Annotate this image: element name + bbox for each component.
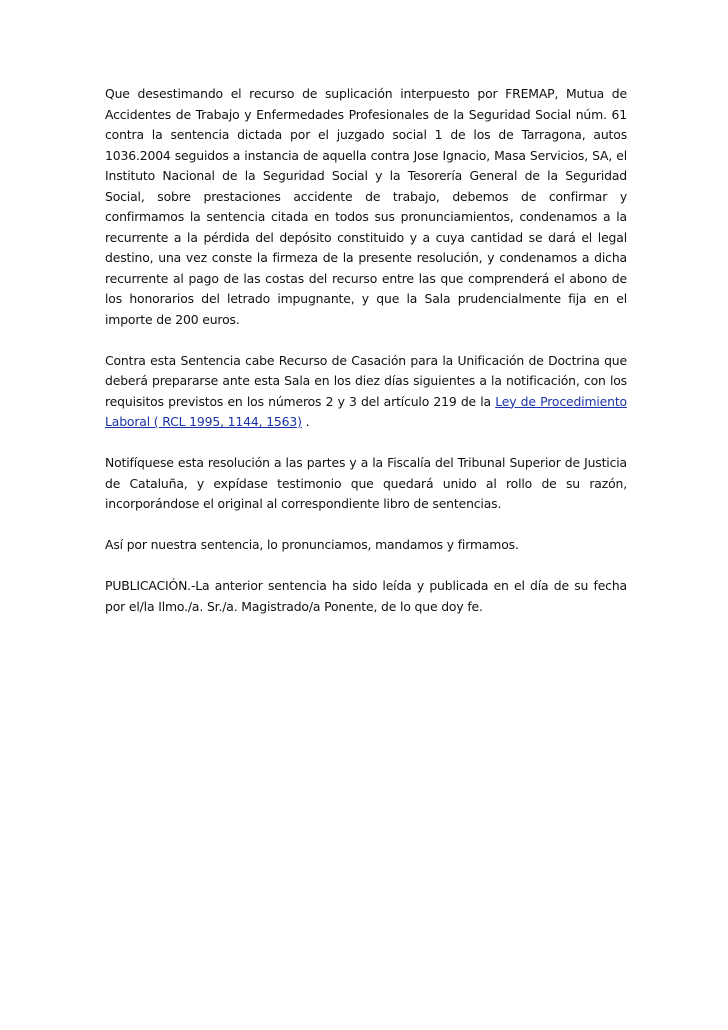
paragraph-recurso-text: Contra esta Sentencia cabe Recurso de Casación para la Unificación de Doctrina que deberá prepararse ante esta Sala en los diez días siguientes a la notificación, con los requisitos previstos en los números 2 y 3 del artículo 219 de la <box>105 352 627 409</box>
ley-procedimiento-laboral-link[interactable]: Ley de Procedimiento Laboral ( RCL 1995, 1144, 1563) <box>105 393 627 429</box>
paragraph-publicacion: PUBLICACIÓN.-La anterior sentencia ha sido leída y publicada en el día de su fecha por el/la Ilmo./a. Sr./a. Magistrado/a Ponente, de lo que doy fe. <box>105 578 627 614</box>
paragraph-recurso <box>105 351 627 433</box>
paragraph-firma: Así por nuestra sentencia, lo pronunciamos, mandamos y firmamos. <box>105 537 519 552</box>
paragraph-recurso-tail: . <box>301 414 310 429</box>
paragraph-notificacion: Notifíquese esta resolución a las partes y a la Fiscalía del Tribunal Superior de Justicia de Cataluña, y expídase testimonio que quedará unido al rollo de su razón, incorporándose el original al correspondiente libro de sentencias. <box>105 455 627 511</box>
paragraph-fallo: Que desestimando el recurso de suplicación interpuesto por FREMAP, Mutua de Accidentes de Trabajo y Enfermedades Profesionales de la Seguridad Social núm. 61 contra la sentencia dictada por el juzgado social 1 de los de Tarragona, autos 1036.2004 seguidos a instancia de aquella contra Jose Ignacio, Masa Servicios, SA, el Instituto Nacional de la Seguridad Social y la Tesorería General de la Seguridad Social, sobre prestaciones accidente de trabajo, debemos de confirmar y confirmamos la sentencia citada en todos sus pronunciamientos, condenamos a la recurrente a la pérdida del depósito constituido y a cuya cantidad se dará el legal destino, una vez conste la firmeza de la presente resolución, y condenamos a dicha recurrente al pago de las costas del recurso entre las que comprenderá el abono de los honorarios del letrado impugnante, y que la Sala prudencialmente fija en el importe de 200 euros. <box>105 86 627 327</box>
document-body <box>105 84 627 638</box>
